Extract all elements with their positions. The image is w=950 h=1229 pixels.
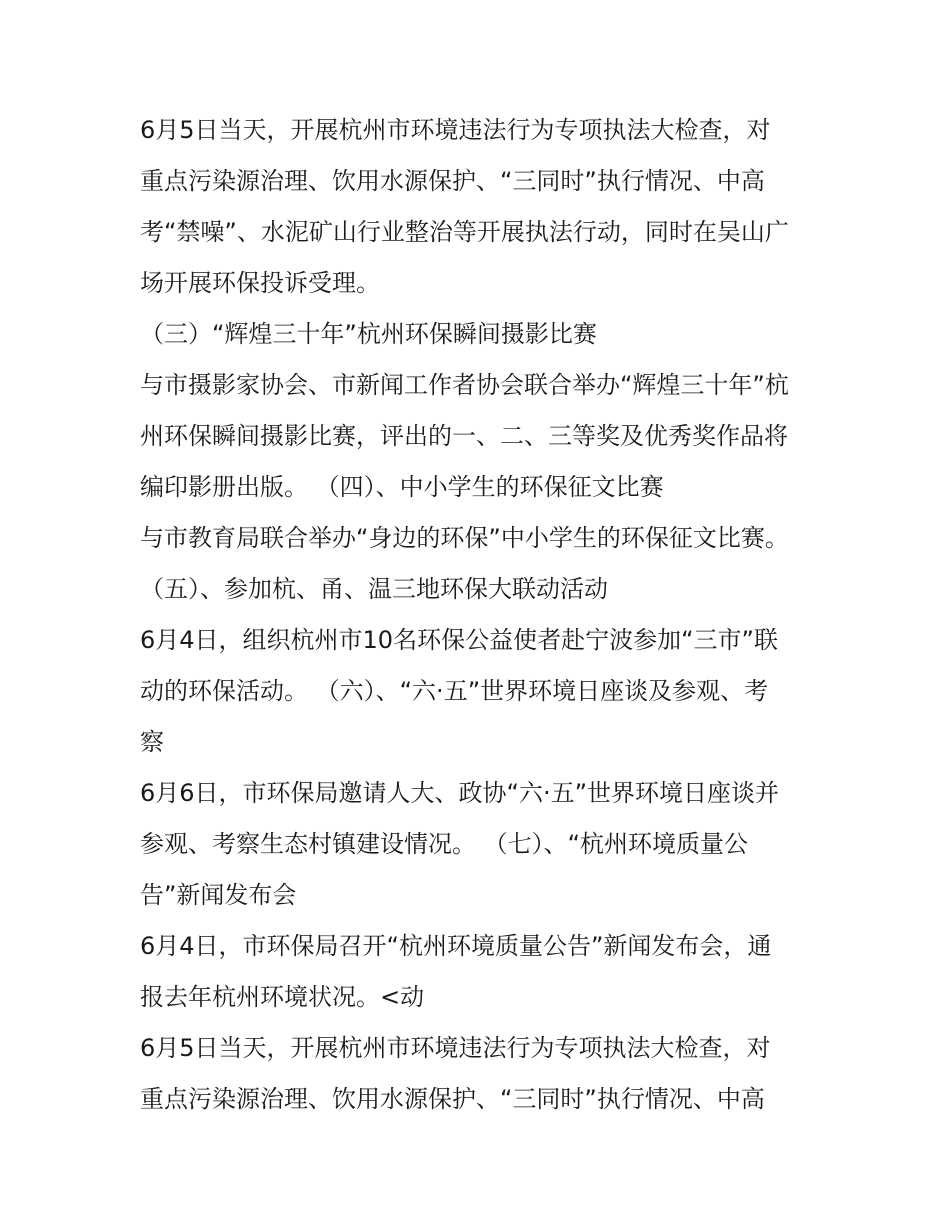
section-heading: （五）、参加杭、甬、温三地环保大联动活动 <box>140 575 608 603</box>
text-line: 重点污染源治理、饮用水源保护、“三同时”执行情况、中高 <box>140 167 765 195</box>
text-line: 6月5日当天，开展杭州市环境违法行为专项执法大检查，对 <box>140 116 771 144</box>
text-line: 6月6日，市环保局邀请人大、政协“六·五”世界环境日座谈并 <box>140 779 780 807</box>
text-line: 6月4日，组织杭州市10名环保公益使者赴宁波参加“三市”联 <box>140 626 778 654</box>
text-line: 编印影册出版。 （四）、中小学生的环保征文比赛 <box>140 473 664 501</box>
text-line: 动的环保活动。 （六）、“六·五”世界环境日座谈及参观、考 <box>140 677 769 705</box>
text-line: 与市摄影家协会、市新闻工作者协会联合举办“辉煌三十年”杭 <box>140 371 789 399</box>
text-line: 察 <box>140 728 164 756</box>
section-heading: （三）“辉煌三十年”杭州环保瞬间摄影比赛 <box>140 320 597 348</box>
text-line: 告”新闻发布会 <box>140 881 297 909</box>
text-line: 场开展环保投诉受理。 <box>140 269 380 297</box>
text-line: 考“禁噪”、水泥矿山行业整治等开展执法行动，同时在吴山广 <box>140 218 789 246</box>
text-line: 报去年杭州环境状况。<动 <box>140 983 425 1011</box>
text-line: 参观、考察生态村镇建设情况。 （七）、“杭州环境质量公 <box>140 830 749 858</box>
text-line: 6月4日，市环保局召开“杭州环境质量公告”新闻发布会，通 <box>140 932 772 960</box>
text-line: 州环保瞬间摄影比赛，评出的一、二、三等奖及优秀奖作品将 <box>140 422 788 450</box>
text-line: 重点污染源治理、饮用水源保护、“三同时”执行情况、中高 <box>140 1085 765 1113</box>
text-line: 与市教育局联合举办“身边的环保”中小学生的环保征文比赛。 <box>140 524 789 552</box>
text-line: 6月5日当天，开展杭州市环境违法行为专项执法大检查，对 <box>140 1034 771 1062</box>
